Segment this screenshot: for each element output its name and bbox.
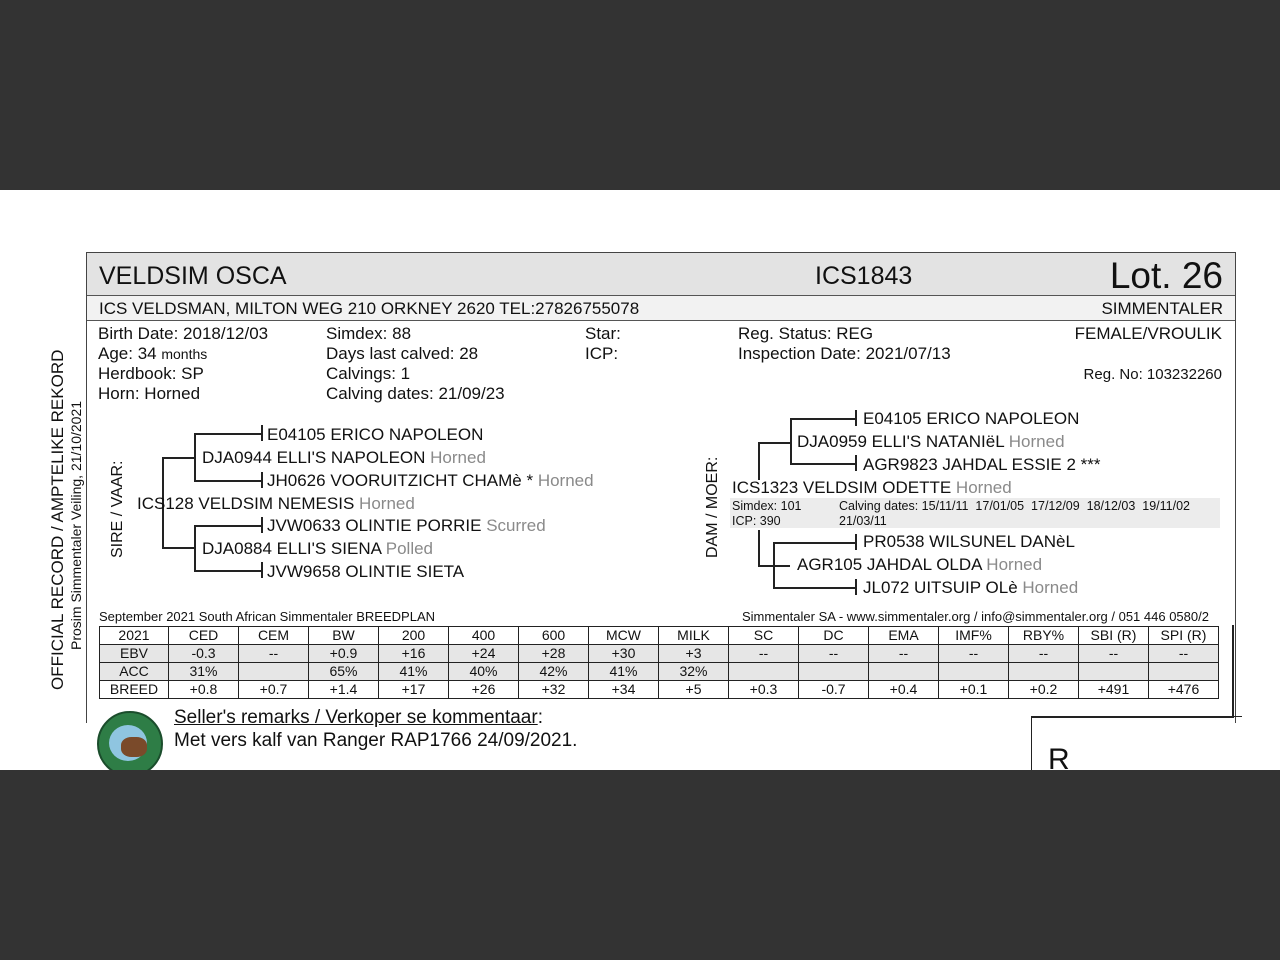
sire-name: ICS128 VELDSIM NEMESIS Horned — [137, 494, 415, 513]
table-cell: +30 — [589, 645, 659, 663]
dam-label: DAM / MOER: — [704, 456, 721, 558]
table-cell — [799, 663, 869, 681]
dam-gg2: AGR9823 JAHDAL ESSIE 2 *** — [863, 455, 1101, 474]
sire-gg2: JH0626 VOORUITZICHT CHAMè * Horned — [267, 471, 594, 490]
dgd-bracket — [773, 542, 775, 588]
table-cell: RBY% — [1009, 627, 1079, 645]
sex: FEMALE/VROULIK — [1074, 324, 1222, 343]
sire-grand-dam: DJA0884 ELLI'S SIENA Polled — [202, 539, 434, 558]
table-cell: MILK — [659, 627, 729, 645]
corner-letter: R — [1048, 743, 1070, 770]
table-cell: -- — [729, 645, 799, 663]
dam-gg3: PR0538 WILSUNEL DANèL — [863, 532, 1075, 551]
gs-tick1 — [261, 425, 263, 441]
top-dark-band — [0, 0, 1280, 190]
dam-bracket-upper — [758, 442, 760, 480]
lot-number: Lot. 26 — [1109, 255, 1223, 296]
table-row — [100, 663, 1219, 681]
table-cell: +0.4 — [869, 681, 939, 699]
table-cell — [1079, 663, 1149, 681]
dam-calving-dates-2: 21/03/11 — [839, 514, 887, 528]
dam-gg1: E04105 ERICO NAPOLEON — [863, 409, 1080, 428]
dam-grand-dam: AGR105 JAHDAL OLDA Horned — [797, 555, 1043, 574]
icp: ICP: — [585, 344, 619, 363]
sire-gg1: E04105 ERICO NAPOLEON — [267, 425, 484, 444]
table-cell: +5 — [659, 681, 729, 699]
table-cell: 65% — [309, 663, 379, 681]
table-cell: -- — [239, 645, 309, 663]
table-cell: +0.9 — [309, 645, 379, 663]
table-cell: -- — [799, 645, 869, 663]
table-cell: 2021 — [100, 627, 169, 645]
table-cell: +26 — [449, 681, 519, 699]
table-cell: +3 — [659, 645, 729, 663]
table-cell: 600 — [519, 627, 589, 645]
card-header — [87, 253, 1235, 296]
days-last-calved: Days last calved: 28 — [326, 344, 479, 363]
table-cell: -- — [939, 645, 1009, 663]
herdbook: Herdbook: SP — [98, 364, 204, 383]
simmentaler-logo-icon — [97, 711, 163, 770]
table-cell: +24 — [449, 645, 519, 663]
dgd-bottom — [773, 587, 856, 589]
card-right-edge — [1232, 625, 1234, 717]
gd-tick2 — [261, 562, 263, 578]
registration-code: ICS1843 — [815, 262, 913, 290]
dam-name: ICS1323 VELDSIM ODETTE Horned — [732, 478, 1012, 497]
breedplan-caption: September 2021 South African Simmentaler BREEDPLAN — [99, 609, 436, 624]
contact-caption: Simmentaler SA - www.simmentaler.org / info@simmentaler.org / 051 446 0580/2 — [742, 609, 1209, 624]
table-cell: SC — [729, 627, 799, 645]
table-cell: +32 — [519, 681, 589, 699]
table-cell: IMF% — [939, 627, 1009, 645]
sire-bracket-top — [162, 457, 194, 459]
table-cell: +0.1 — [939, 681, 1009, 699]
table-cell: EBV — [100, 645, 169, 663]
simdex: Simdex: 88 — [326, 324, 412, 343]
age — [98, 344, 207, 364]
sire-gg4: JVW9658 OLINTIE SIETA — [267, 562, 465, 581]
table-cell: +476 — [1149, 681, 1219, 699]
dam-bracket-lower — [758, 530, 760, 566]
birth-date: Birth Date: 2018/12/03 — [98, 324, 269, 343]
dam-simdex: Simdex: 101 — [732, 499, 802, 513]
official-record-label: OFFICIAL RECORD / AMPTELIKE REKORD — [48, 349, 67, 690]
table-cell: -- — [1009, 645, 1079, 663]
breedplan-table — [99, 626, 1219, 699]
table-cell: CED — [169, 627, 239, 645]
breeder-bar — [87, 296, 1235, 321]
gd-bracket-bottom — [194, 570, 262, 572]
breed-label: SIMMENTALER — [1101, 299, 1223, 318]
table-cell: +28 — [519, 645, 589, 663]
table-cell — [939, 663, 1009, 681]
dgs-bottom — [790, 463, 856, 465]
auction-card-page — [0, 190, 1280, 770]
table-cell: -0.7 — [799, 681, 869, 699]
star: Star: — [585, 324, 621, 343]
dgs-top — [790, 418, 856, 420]
sire-grand-sire: DJA0944 ELLI'S NAPOLEON Horned — [202, 448, 486, 467]
table-cell: 41% — [379, 663, 449, 681]
table-cell: -- — [1149, 645, 1219, 663]
table-cell: 31% — [169, 663, 239, 681]
card-bottom-edge — [1031, 716, 1234, 718]
table-cell: 400 — [449, 627, 519, 645]
dgd-top — [773, 542, 856, 544]
table-cell: DC — [799, 627, 869, 645]
remarks-text: Met vers kalf van Ranger RAP1766 24/09/2021. — [174, 730, 578, 751]
table-cell: -0.3 — [169, 645, 239, 663]
table-cell: 200 — [379, 627, 449, 645]
bottom-dark-band — [0, 770, 1280, 960]
dgs-bracket — [790, 418, 792, 464]
dam-calving-dates: Calving dates: 15/11/11 17/01/05 17/12/09 18/12/03 19/11/02 — [839, 499, 1190, 513]
sire-label: SIRE / VAAR: — [109, 460, 126, 558]
table-cell: EMA — [869, 627, 939, 645]
table-cell: +0.8 — [169, 681, 239, 699]
dgs-tick1 — [855, 410, 857, 426]
gd-bracket-top — [194, 525, 262, 527]
table-row — [100, 681, 1219, 699]
table-cell: +0.7 — [239, 681, 309, 699]
dam-gg4: JL072 UITSUIP OLè Horned — [863, 578, 1079, 597]
age-value: Age: 34 — [98, 344, 157, 363]
table-cell: +0.3 — [729, 681, 799, 699]
calving-dates: Calving dates: 21/09/23 — [326, 384, 505, 403]
table-cell: +0.2 — [1009, 681, 1079, 699]
gd-tick1 — [261, 517, 263, 533]
reg-status: Reg. Status: REG — [738, 324, 874, 343]
table-cell — [1009, 663, 1079, 681]
dam-bracket-top — [758, 442, 790, 444]
corner-box — [1031, 716, 1242, 770]
gs-tick2 — [261, 472, 263, 488]
calvings: Calvings: 1 — [326, 364, 411, 383]
dgd-tick1 — [855, 534, 857, 550]
table-cell: +16 — [379, 645, 449, 663]
prosim-sale-label: Prosim Simmentaler Veiling, 21/10/2021 — [68, 400, 84, 650]
registration-number: Reg. No: 103232260 — [1083, 366, 1222, 383]
sire-bracket-bottom — [162, 547, 194, 549]
table-cell: SPI (R) — [1149, 627, 1219, 645]
table-cell — [729, 663, 799, 681]
horn-status: Horn: Horned — [98, 384, 201, 403]
age-unit: months — [161, 346, 208, 362]
table-cell: +17 — [379, 681, 449, 699]
table-cell: MCW — [589, 627, 659, 645]
sire-gg3: JVW0633 OLINTIE PORRIE Scurred — [267, 516, 546, 535]
table-cell: BW — [309, 627, 379, 645]
dgd-tick2 — [855, 579, 857, 595]
gs-bracket-bottom — [194, 480, 262, 482]
table-cell: 40% — [449, 663, 519, 681]
dam-grand-sire: DJA0959 ELLI'S NATANIëL Horned — [797, 432, 1065, 451]
table-cell — [869, 663, 939, 681]
animal-name: VELDSIM OSCA — [99, 262, 287, 290]
table-cell — [239, 663, 309, 681]
table-cell: -- — [869, 645, 939, 663]
gs-bracket — [194, 433, 196, 481]
table-cell: -- — [1079, 645, 1149, 663]
table-header-row — [100, 627, 1219, 645]
dam-icp: ICP: 390 — [732, 514, 781, 528]
table-cell: 41% — [589, 663, 659, 681]
inspection-date: Inspection Date: 2021/07/13 — [738, 344, 951, 363]
gd-bracket — [194, 525, 196, 571]
table-cell: +34 — [589, 681, 659, 699]
table-cell: +491 — [1079, 681, 1149, 699]
table-cell: ACC — [100, 663, 169, 681]
table-cell: BREED — [100, 681, 169, 699]
remarks-heading: Seller's remarks / Verkoper se kommentaar: — [174, 707, 543, 728]
table-cell: CEM — [239, 627, 309, 645]
table-cell: 32% — [659, 663, 729, 681]
table-cell — [1149, 663, 1219, 681]
table-cell: SBI (R) — [1079, 627, 1149, 645]
table-cell: 42% — [519, 663, 589, 681]
table-cell: +1.4 — [309, 681, 379, 699]
table-row — [100, 645, 1219, 663]
gs-bracket-top — [194, 433, 262, 435]
dgs-tick2 — [855, 455, 857, 471]
breeder-line: ICS VELDSMAN, MILTON WEG 210 ORKNEY 2620 TEL:27826755078 — [99, 299, 640, 318]
